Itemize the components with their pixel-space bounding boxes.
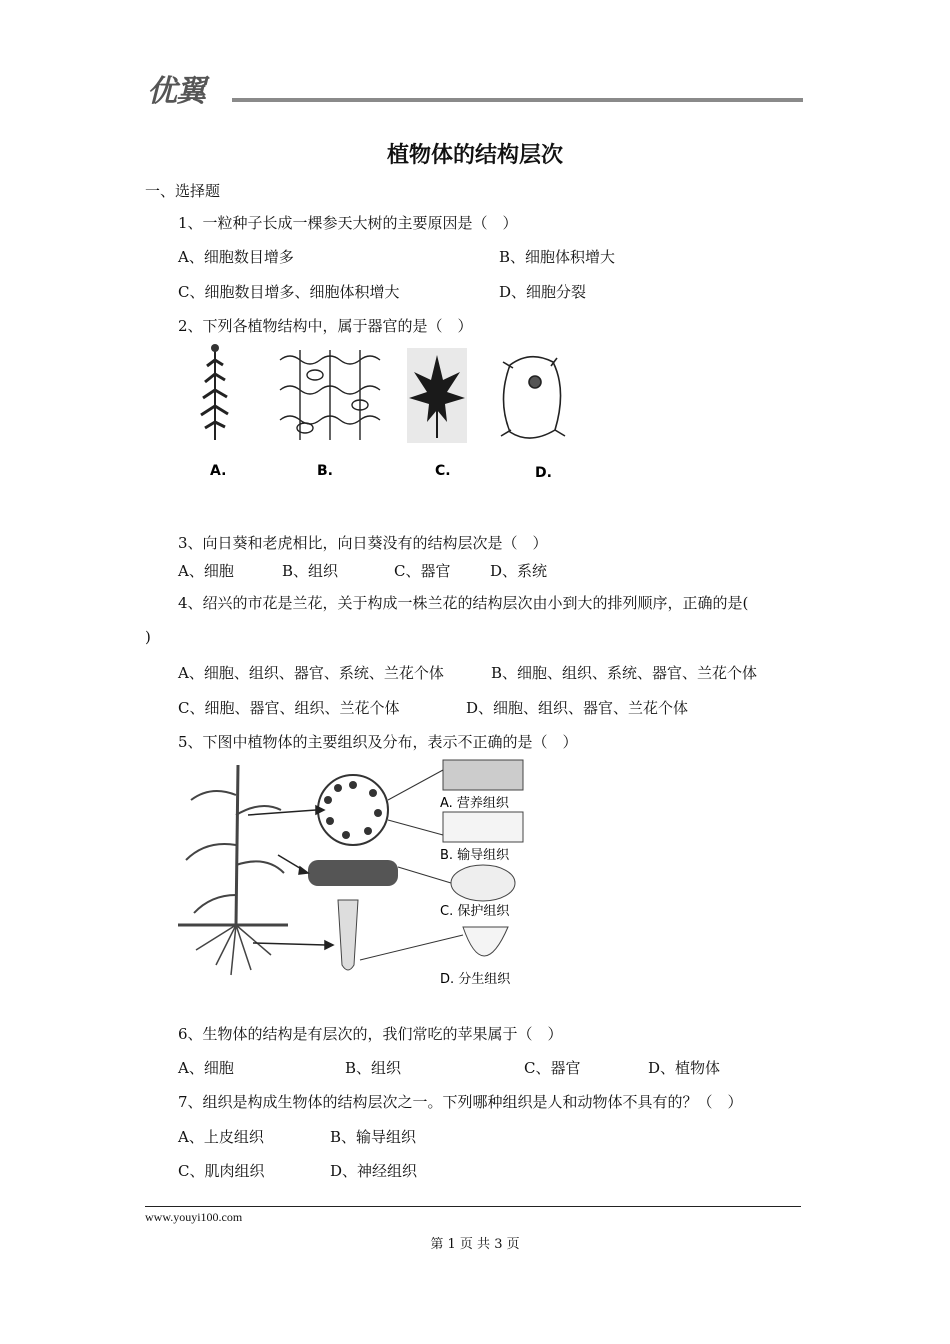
- q3-option-a: A、细胞: [178, 562, 234, 580]
- meristem-tissue-icon: [463, 927, 508, 956]
- page-title: 植物体的结构层次: [386, 142, 563, 168]
- q3-option-b: B、组织: [282, 562, 339, 580]
- q5-label-a: A. 营养组织: [440, 796, 509, 811]
- q3-option-c: C、器官: [394, 562, 451, 580]
- q6-option-d: D、植物体: [648, 1059, 721, 1077]
- logo: 优翼: [147, 74, 205, 109]
- question-4: 4、绍兴的市花是兰花，关于构成一株兰花的结构层次由小到大的排列顺序，正确的是(: [178, 594, 749, 612]
- leaf-icon: [407, 348, 467, 443]
- root-tip-icon: [338, 900, 358, 970]
- question-4-end: ): [145, 628, 151, 646]
- page-number: 第 1 页 共 3 页: [430, 1237, 520, 1252]
- q2-figure: [185, 340, 585, 490]
- q3-option-d: D、系统: [490, 562, 548, 580]
- footer-divider: [145, 1206, 801, 1207]
- q5-figure: [178, 755, 538, 990]
- q1-option-c: C、细胞数目增多、细胞体积增大: [178, 283, 400, 301]
- protective-tissue-icon: [451, 865, 515, 901]
- question-5: 5、下图中植物体的主要组织及分布，表示不正确的是（ ）: [178, 733, 578, 751]
- section-heading: 一、选择题: [145, 182, 221, 200]
- question-1: 1、一粒种子长成一棵参天大树的主要原因是（ ）: [178, 214, 518, 232]
- nutritive-tissue-icon: [443, 760, 523, 790]
- q7-option-a: A、上皮组织: [178, 1128, 264, 1146]
- single-cell-icon: [501, 357, 565, 438]
- q4-option-b: B、细胞、组织、系统、器官、兰花个体: [491, 664, 758, 682]
- q5-label-c: C. 保护组织: [440, 904, 510, 919]
- cell-tissue-icon: [280, 350, 380, 440]
- q6-option-b: B、组织: [345, 1059, 402, 1077]
- q7-option-b: B、输导组织: [330, 1128, 417, 1146]
- q1-option-a: A、细胞数目增多: [178, 248, 294, 266]
- q4-option-d: D、细胞、组织、器官、兰花个体: [466, 699, 689, 717]
- q6-option-c: C、器官: [524, 1059, 581, 1077]
- leaf-section-icon: [308, 860, 398, 886]
- q5-label-d: D. 分生组织: [440, 972, 511, 987]
- question-3: 3、向日葵和老虎相比，向日葵没有的结构层次是（ ）: [178, 534, 548, 552]
- q7-option-d: D、神经组织: [330, 1162, 418, 1180]
- header-divider: [232, 98, 803, 102]
- q1-option-b: B、细胞体积增大: [499, 248, 616, 266]
- question-7: 7、组织是构成生物体的结构层次之一。下列哪种组织是人和动物体不具有的？（ ）: [178, 1093, 743, 1111]
- plant-sketch-icon: [201, 344, 228, 440]
- footer-url: www.youyi100.com: [145, 1210, 243, 1224]
- q1-option-d: D、细胞分裂: [499, 283, 587, 301]
- q2-label-a: A.: [210, 463, 227, 479]
- question-2: 2、下列各植物结构中，属于器官的是（ ）: [178, 317, 473, 335]
- conducting-tissue-icon: [443, 812, 523, 842]
- q7-option-c: C、肌肉组织: [178, 1162, 265, 1180]
- q4-option-c: C、细胞、器官、组织、兰花个体: [178, 699, 400, 717]
- q6-option-a: A、细胞: [178, 1059, 234, 1077]
- q4-option-a: A、细胞、组织、器官、系统、兰花个体: [178, 664, 444, 682]
- q2-label-b: B.: [317, 463, 333, 479]
- q2-label-d: D.: [535, 465, 552, 481]
- question-6: 6、生物体的结构是有层次的，我们常吃的苹果属于（ ）: [178, 1025, 563, 1043]
- q2-label-c: C.: [435, 463, 451, 479]
- q5-label-b: B. 输导组织: [440, 848, 510, 863]
